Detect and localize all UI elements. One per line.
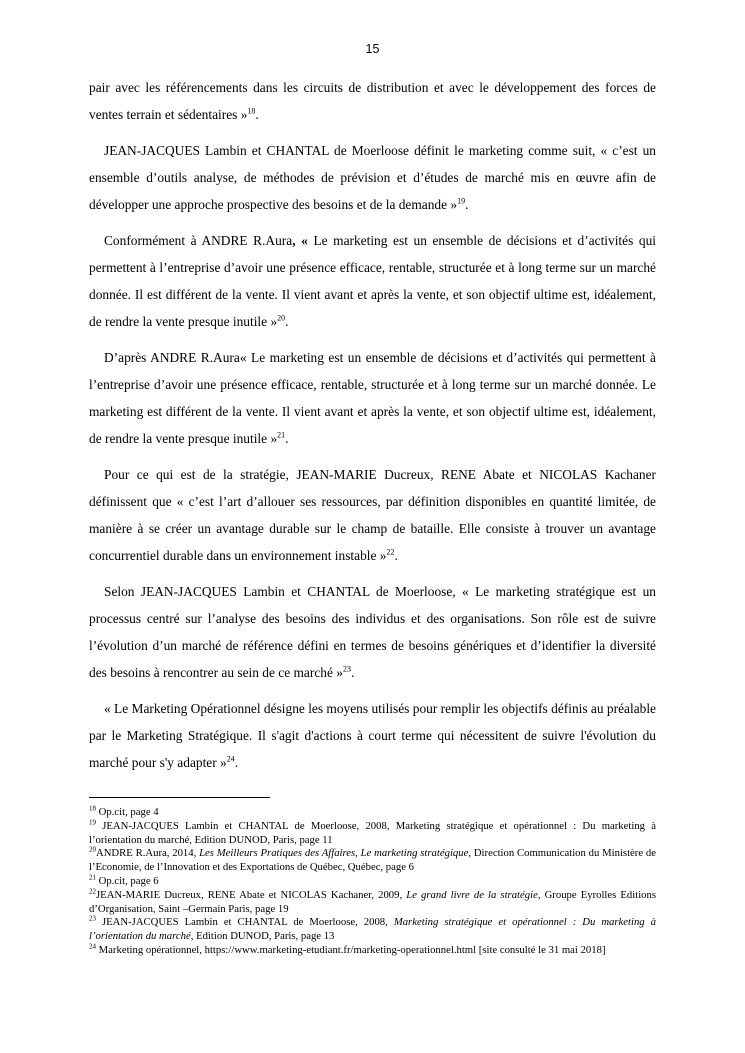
- paragraph-5: Pour ce qui est de la stratégie, JEAN-MARIE Ducreux, RENE Abate et NICOLAS Kachaner définissent que « c’est l’art d’allouer ses ressources, par définition disponibles en quantité limitée, de manière à se créer un avantage durable sur le champ de bataille. Elle consiste à trouver un avantage concurrentiel durable dans un environnement instable »$^{22}$.: [89, 467, 656, 563]
- footnote-ref-24[interactable]: 24: [226, 754, 235, 764]
- footnote-ref-22[interactable]: 22: [386, 547, 395, 557]
- footnote-ref-23[interactable]: 23: [342, 664, 351, 674]
- paragraph-4: D’après ANDRE R.Aura« Le marketing est un ensemble de décisions et d’activités qui permettent à l’entreprise d’avoir une présence efficace, rentable, structurée et à long terme sur un marché donnée. Le marketing est différent de la vente. Il vient avant et après la vente, et son objectif ultime est, idéalement, de rendre la vente presque inutile »$^{21}$.: [89, 350, 656, 446]
- footnote-21: $^{21}$ Op.cit, page 6: [89, 873, 159, 887]
- footnote-separator: [89, 797, 270, 798]
- footnote-22: $^{22}$JEAN-MARIE Ducreux, RENE Abate et NICOLAS Kachaner, 2009, Le grand livre de la stratégie, Groupe Eyrolles Editions d’Organisation, Saint –Germain Paris, page 19: [89, 887, 657, 915]
- paragraph-1: pair avec les référencements dans les circuits de distribution et avec le développement des forces de ventes terrain et sédentaires »$^{18}$.: [89, 80, 656, 122]
- footnote-18: $^{18}$ Op.cit, page 4: [89, 804, 159, 818]
- footnote-ref-21[interactable]: 21: [277, 430, 286, 440]
- footnote-23: $^{23}$ JEAN-JACQUES Lambin et CHANTAL de Moerloose, 2008, Marketing stratégique et opérationnel : Du marketing à l’orientation du marché, Edition DUNOD, Paris, page 13: [89, 914, 656, 943]
- footnotes: [89, 806, 656, 958]
- paragraph-6: Selon JEAN-JACQUES Lambin et CHANTAL de Moerloose, « Le marketing stratégique est un processus centré sur l’analyse des besoins des individus et des organisations. Son rôle est de suivre l’évolution d’un marché de référence défini en termes de besoins génériques et d’identifier la diversité des besoins à rencontrer au sein de ce marché »$^{23}$.: [89, 584, 656, 680]
- footnote-ref-20[interactable]: 20: [277, 313, 286, 323]
- paragraph-3: Conformément à ANDRE R.Aura, « Le marketing est un ensemble de décisions et d’activités qui permettent à l’entreprise d’avoir une présence efficace, rentable, structurée et à long terme sur un marché donnée. Il est différent de la vente. Il vient avant et après la vente, et son objectif ultime est, idéalement, de rendre la vente presque inutile »$^{20}$.: [89, 233, 657, 329]
- footnote-19: $^{19}$ JEAN-JACQUES Lambin et CHANTAL de Moerloose, 2008, Marketing stratégique et opérationnel : Du marketing à l’orientation du marché, Edition DUNOD, Paris, page 11: [89, 818, 656, 846]
- body-text: [89, 74, 656, 785]
- paragraph-2: JEAN-JACQUES Lambin et CHANTAL de Moerloose définit le marketing comme suit, « c’est un ensemble d’outils analyse, de méthodes de prévision et d’études de marché mis en œuvre afin de développer une approche prospective des besoins et de la demande »$^{19}$.: [89, 143, 656, 212]
- footnote-ref-18[interactable]: 18: [247, 106, 256, 116]
- footnote-24-link[interactable]: Marketing opérationnel, https://www.marketing-etudiant.fr/marketing-operationnel.html [site consulté le 31 mai 2018]: [96, 943, 606, 956]
- footnote-24: $^{24}$ Marketing opérationnel, https://www.marketing-etudiant.fr/marketing-operationnel.html [site consulté le 31 mai 2018]: [89, 942, 606, 956]
- footnote-20: $^{20}$ANDRE R.Aura, 2014, Les Meilleurs Pratiques des Affaires, Le marketing stratégique, Direction Communication du Ministère de l’Economie, de l’Innovation et des Exportations de Québec, Québec, page 6: [89, 845, 656, 874]
- page-number: 15: [365, 42, 380, 56]
- footnote-ref-19[interactable]: 19: [457, 196, 466, 206]
- paragraph-7: « Le Marketing Opérationnel désigne les moyens utilisés pour remplir les objectifs définis au préalable par le Marketing Stratégique. Il s'agit d'actions à court terme qui nécessitent de suivre l'évolution du marché pour s'y adapter »$^{24}$.: [89, 701, 656, 770]
